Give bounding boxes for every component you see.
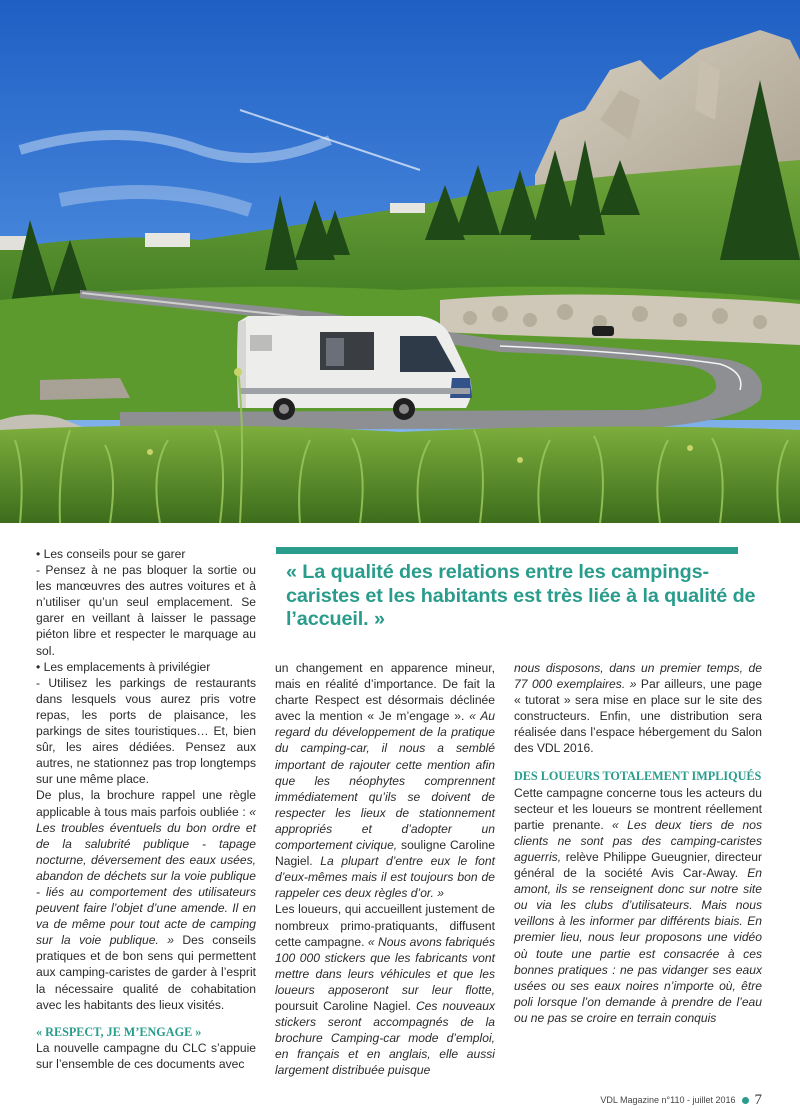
bullet-dot-icon	[742, 1097, 749, 1104]
column-2	[275, 660, 495, 1078]
text-run: poursuit Caroline Nagiel.	[275, 998, 416, 1013]
quote-rule	[276, 547, 738, 554]
paragraph: - Pensez à ne pas bloquer la sortie ou les manœuvres des autres voitures et à n’utiliser qu’un seul emplacement. Se garer en veillant à laisser le passage piéton libre et respecter le marquage au sol.	[36, 563, 256, 658]
subheading: DES LOUEURS TOTALEMENT IMPLIQUÉS	[514, 768, 762, 783]
text-run: Les loueurs, qui accueillent justement de nombreux primo-pratiquants, diffusent cette campagne.	[275, 902, 495, 949]
text-run: Cette campagne concerne tous les acteurs du secteur et les loueurs se montrent réellement partie prenante.	[514, 785, 762, 832]
column-1	[36, 546, 256, 1072]
paragraph	[36, 787, 256, 1012]
quoted-text: « Nous avons fabriqués 100 000 stickers que les fabricants vont mettre dans leurs véhicules et que les loueurs apposeront sur leur flotte,	[275, 934, 495, 997]
column-3	[514, 660, 762, 1026]
text-run: De plus, la brochure rappel une règle applicable à tous mais parfois oubliée :	[36, 788, 256, 819]
quoted-text: « Au regard du développement de la pratique du camping-car, il nous a semblé important de rajouter cette mention afin que les néophytes comprennent immédiatement qu’ils se doivent de respecter les lieux de stationnement appropriés et d’adopter un comportement civique,	[275, 709, 495, 853]
text-run: Par ailleurs, une page « tutorat » sera mise en place sur le site des constructeurs. Enfin, une distribution sera réalisée dans l’espace hébergement du Salon des VDL 2016.	[514, 677, 762, 756]
page-footer	[600, 1091, 762, 1109]
text-run: Des conseils pratiques et de bon sens qui permettent aux camping-caristes de garder à l’esprit la nécessaire qualité de cohabitation avec les habitants des lieux visités.	[36, 933, 256, 1012]
paragraph: • Les conseils pour se garer	[36, 547, 186, 561]
paragraph	[275, 901, 495, 1078]
page-number: 7	[754, 1091, 762, 1108]
text-run: un changement en apparence mineur, mais en réalité d’importance. De fait la charte Respect est désormais déclinée avec la mention « Je m’engage ».	[275, 661, 495, 724]
quoted-text: La plupart d’entre eux le font d’eux-mêmes mais il est toujours bon de rappeler ces deux règles d’or. »	[275, 854, 495, 901]
camping-car-photo	[0, 0, 800, 523]
text-run: relève Philippe Gueugnier, directeur général de la société Avis Car-Away.	[514, 849, 762, 881]
magazine-issue: VDL Magazine n°110 - juillet 2016	[600, 1095, 736, 1105]
text-run: souligne Caroline Nagiel.	[275, 838, 495, 869]
quoted-text: nous disposons, dans un premier temps, de 77 000 exemplaires. »	[514, 661, 762, 692]
paragraph: • Les emplacements à privilégier	[36, 659, 211, 674]
quoted-text: « Les deux tiers de nos clients ne sont pas des camping-caristes aguerris,	[514, 817, 762, 864]
quoted-text: En amont, ils se renseignent donc sur notre site ou via les clubs d’utilisateurs. Mais nous veillons à les informer par différents biais. En premier lieu, nous leur proposons une vidéo où toute une partie est consacrée à ces bonnes pratiques : ne pas vidanger ses eaux usées ou ses eaux noires n’importe où, être poli lorsque l’on demande à prendre de l’eau ou ne pas se croire en terrain conquis	[514, 866, 762, 1025]
pull-quote: « La qualité des relations entre les campings-caristes et les habitants est très liée à la qualité de l’accueil. »	[286, 561, 756, 630]
paragraph: - Utilisez les parkings de restaurants dans lesquels vous aurez pris votre repas, les ports de plaisance, les parkings de sites touristiques… Et, bien sûr, les aires dédiées. Pensez aux autres, ne stationnez pas trop longtemps sur une même place.	[36, 675, 256, 787]
paragraph	[514, 660, 762, 757]
paragraph: La nouvelle campagne du CLC s’appuie sur l’ensemble de ces documents avec	[36, 1040, 256, 1071]
subheading: « RESPECT, JE M’ENGAGE »	[36, 1024, 202, 1039]
paragraph	[275, 660, 495, 901]
quoted-text: « Les troubles éventuels du bon ordre et de la salubrité publique - tapage nocturne, déversement des eaux usées, abandon de déchets sur la voie publique - liés au comportement des utilisateurs peuvent faire l’objet d’une amende. Il en va de même pour tout acte de camping sur la voie publique. »	[36, 804, 256, 948]
quoted-text: Ces nouveaux stickers seront accompagnés de la brochure Camping-car mode d’emploi, en français et en anglais, elle aussi largement distribuée puisque	[275, 998, 495, 1078]
paragraph	[514, 785, 762, 1026]
